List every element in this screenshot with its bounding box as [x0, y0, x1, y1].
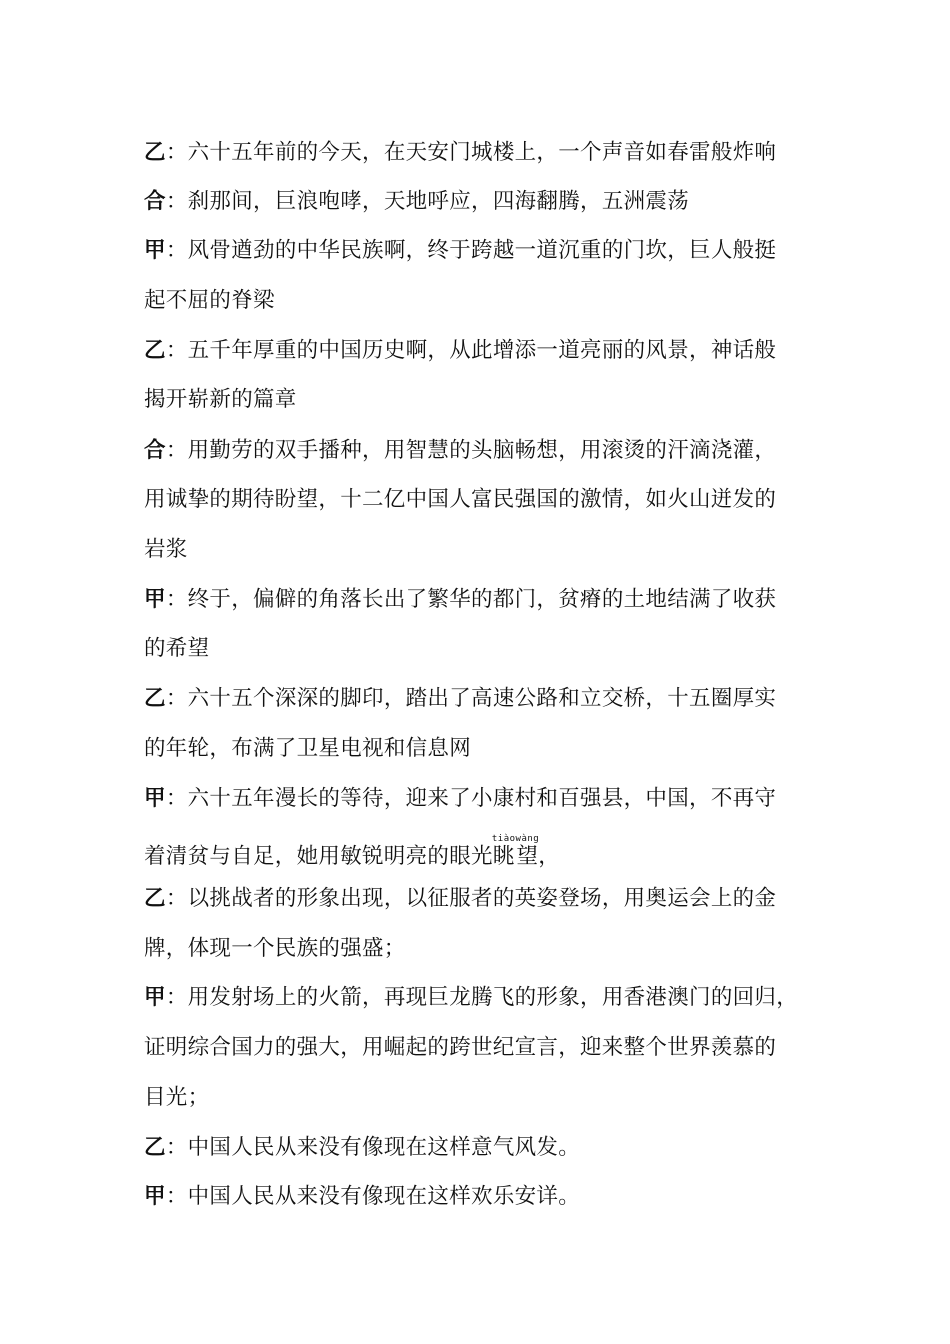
dialogue-line: [144, 138, 776, 168]
line-text: 终于，偏僻的角落长出了繁华的都门，贫瘠的土地结满了收获: [187, 587, 777, 612]
line-text: 用发射场上的火箭，再现巨龙腾飞的形象，用香港澳门的回归，: [187, 985, 799, 1010]
ruby-pinyin: tiàowàng: [491, 834, 540, 844]
ruby-base: 眺望: [491, 844, 540, 869]
line-text: 着清贫与自足，她用敏锐明亮的眼光: [144, 844, 493, 869]
speaker-label: 甲: [144, 786, 166, 811]
speaker-label: 甲: [144, 238, 166, 263]
dialogue-line: [144, 236, 776, 266]
separator: ：: [165, 338, 188, 363]
pinyin-annotation: [491, 834, 540, 869]
separator: ：: [165, 686, 188, 711]
speaker-label: 乙: [144, 338, 166, 363]
dialogue-line: [144, 1133, 580, 1163]
dialogue-line: [144, 336, 776, 366]
speaker-label: 乙: [144, 140, 166, 165]
separator: ：: [165, 1184, 188, 1209]
continuation-line: [144, 535, 188, 565]
dialogue-line: [144, 684, 776, 714]
line-text: 证明综合国力的强大，用崛起的跨世纪宣言，迎来整个世界羡慕的: [144, 1035, 777, 1060]
separator: ：: [165, 587, 188, 612]
continuation-line: [144, 286, 275, 316]
separator: ：: [165, 985, 188, 1010]
line-text: 中国人民从来没有像现在这样意气风发。: [187, 1135, 581, 1160]
separator: ：: [165, 189, 188, 214]
line-text: 六十五个深深的脚印，踏出了高速公路和立交桥，十五圈厚实: [187, 686, 777, 711]
dialogue-line: [144, 983, 798, 1013]
line-text: 风骨遒劲的中华民族啊，终于跨越一道沉重的门坎，巨人般挺: [187, 238, 777, 263]
continuation-line: [144, 485, 776, 515]
separator: ：: [165, 786, 188, 811]
line-text: 牌，体现一个民族的强盛；: [144, 936, 406, 961]
line-text: 六十五年漫长的等待，迎来了小康村和百强县，中国，不再守: [187, 786, 777, 811]
speaker-label: 甲: [144, 587, 166, 612]
line-text: 用勤劳的双手播种，用智慧的头脑畅想，用滚烫的汗滴浇灌，: [187, 438, 777, 463]
dialogue-line: [144, 585, 776, 615]
continuation-line: [144, 1033, 776, 1063]
line-text: 的希望: [144, 636, 210, 661]
line-text: 用诚挚的期待盼望，十二亿中国人富民强国的激情，如火山迸发的: [144, 487, 777, 512]
line-text: 岩浆: [144, 537, 188, 562]
continuation-line: [144, 834, 560, 872]
speaker-label: 甲: [144, 985, 166, 1010]
line-text: 的年轮，布满了卫星电视和信息网: [144, 736, 472, 761]
continuation-line: [144, 385, 297, 415]
dialogue-line: [144, 436, 776, 466]
speaker-label: 合: [144, 189, 166, 214]
separator: ：: [165, 438, 188, 463]
speaker-label: 甲: [144, 1184, 166, 1209]
line-text: 目光；: [144, 1085, 210, 1110]
separator: ：: [165, 238, 188, 263]
speaker-label: 合: [144, 438, 166, 463]
continuation-line: [144, 1083, 209, 1113]
line-text: 六十五年前的今天，在天安门城楼上，一个声音如春雷般炸响: [187, 140, 777, 165]
continuation-line: [144, 734, 471, 764]
dialogue-line: [144, 884, 776, 914]
continuation-line: [144, 634, 209, 664]
dialogue-line: [144, 784, 776, 814]
separator: ：: [165, 1135, 188, 1160]
line-text: 五千年厚重的中国历史啊，从此增添一道亮丽的风景，神话般: [187, 338, 777, 363]
line-text: 起不屈的脊梁: [144, 288, 275, 313]
dialogue-line: [144, 187, 689, 217]
continuation-line: [144, 934, 406, 964]
line-text: 以挑战者的形象出现，以征服者的英姿登场，用奥运会上的金: [187, 886, 777, 911]
speaker-label: 乙: [144, 886, 166, 911]
line-tail: ，: [538, 844, 561, 869]
speaker-label: 乙: [144, 686, 166, 711]
dialogue-line: [144, 1182, 580, 1212]
line-text: 揭开崭新的篇章: [144, 387, 297, 412]
line-text: 中国人民从来没有像现在这样欢乐安详。: [187, 1184, 581, 1209]
line-text: 刹那间，巨浪咆哮，天地呼应，四海翻腾，五洲震荡: [187, 189, 690, 214]
speaker-label: 乙: [144, 1135, 166, 1160]
separator: ：: [165, 886, 188, 911]
separator: ：: [165, 140, 188, 165]
